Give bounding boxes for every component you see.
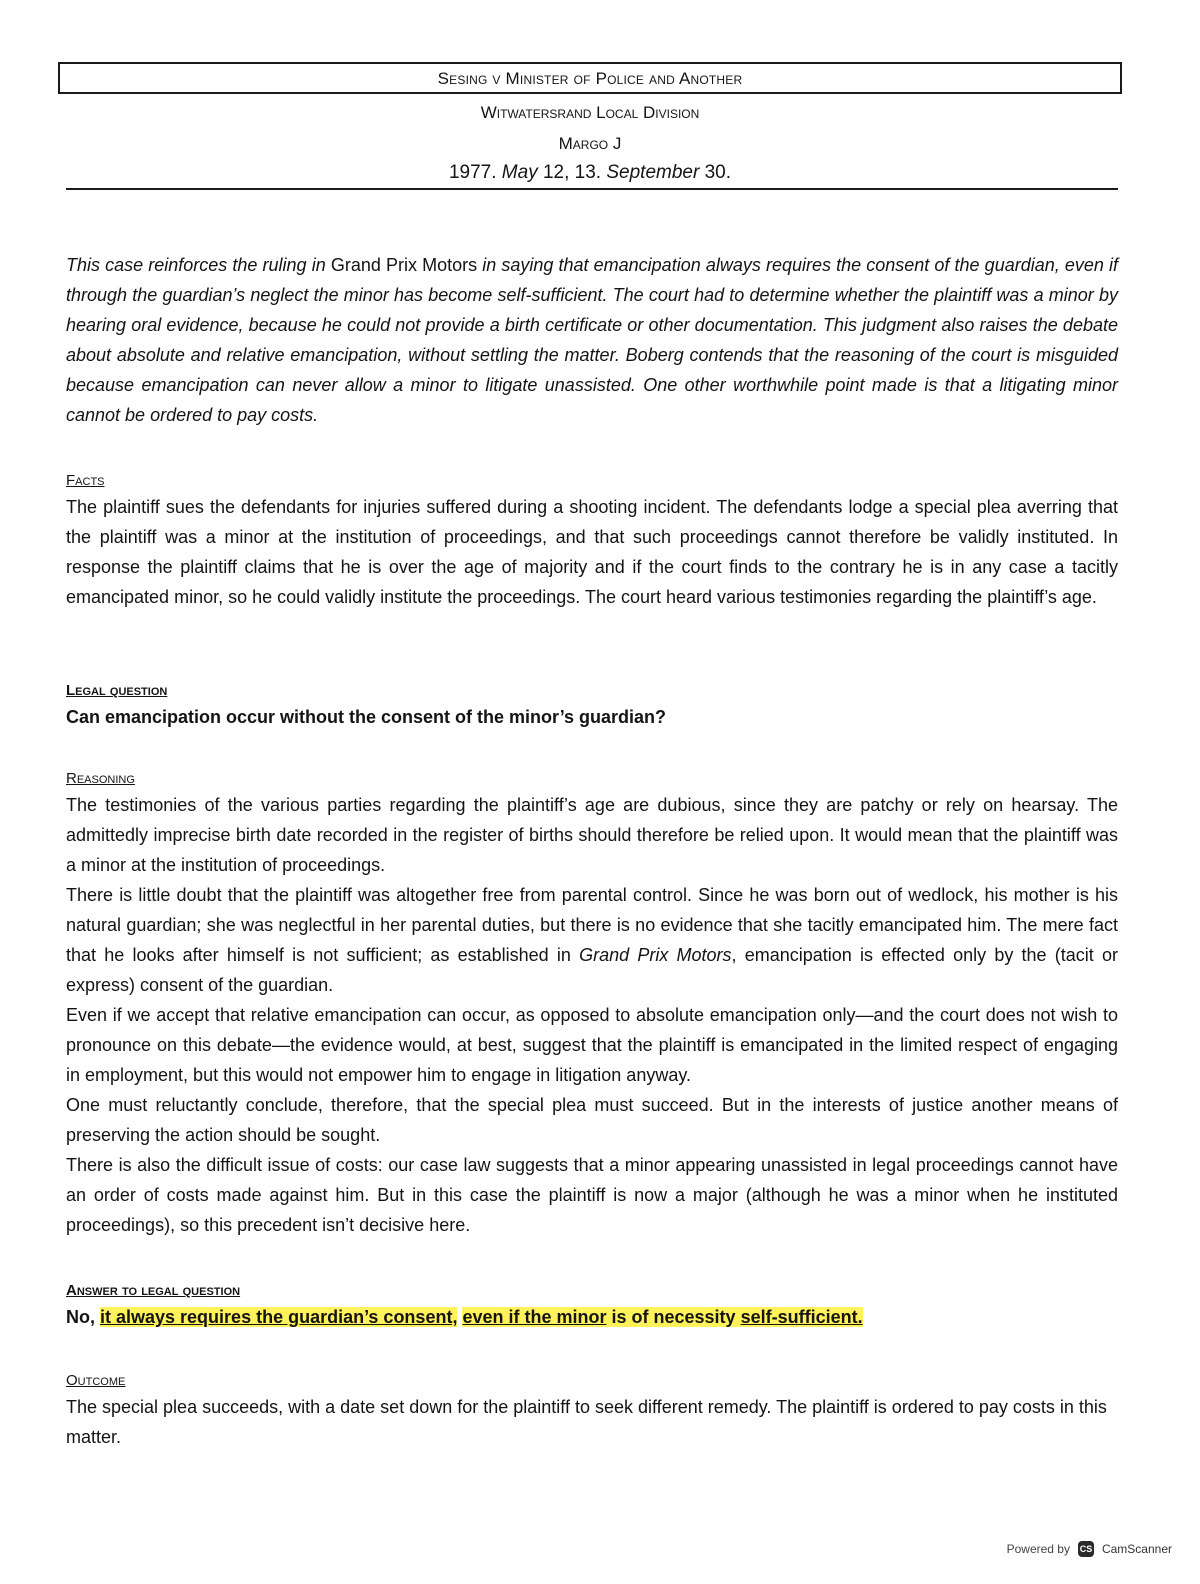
outcome-heading: Outcome [66,1372,126,1389]
highlighted-text: it always requires the guardian’s consent, [100,1307,458,1327]
highlighted-text: self-sufficient. [740,1307,863,1327]
judge-name: Margo J [558,134,622,153]
facts-heading: Facts [66,472,105,489]
powered-by-label: Powered by [1006,1542,1070,1556]
answer-section [66,1280,1118,1332]
header-divider [66,188,1118,190]
reasoning-paragraph-3: Even if we accept that relative emancipation can occur, as opposed to absolute emancipation only—and the court does not wish to pronounce on this debate—the evidence would, at best, suggest that the plaintiff is emancipated in the limited respect of engaging in employment, but this would not empower him to engage in litigation anyway. [66,1005,1118,1085]
reasoning-paragraph-2: There is little doubt that the plaintiff was altogether free from parental control. Since he was born out of wedlock, his mother is his natural guardian; she was neglectful in her parental duties, but there is no evidence that she tacitly emancipated him. The mere fact that he looks after himself is not sufficient; as established in Grand Prix Motors, emancipation is effected only by the (tacit or express) consent of the guardian. [66,885,1118,995]
case-reference: Grand Prix Motors [330,255,478,275]
facts-text: The plaintiff sues the defendants for injuries suffered during a shooting incident. The defendants lodge a special plea averring that the plaintiff was a minor at the institution of proceedings, and that such proceedings cannot therefore be validly instituted. In response the plaintiff claims that he is over the age of majority and if the court finds to the contrary he is in any case a tacitly emancipated minor, so he could validly institute the proceedings. The court heard various testimonies regarding the plaintiff’s age. [66,497,1118,607]
judgment-dates: 1977. May 12, 13. September 30. [448,162,732,183]
legal-question-section [66,680,1118,732]
answer-heading: Answer to legal question [66,1282,241,1299]
facts-section [66,470,1118,612]
highlighted-text: even if the minor [462,1307,607,1327]
camscanner-logo-icon: CS [1078,1541,1094,1557]
outcome-section [66,1370,1118,1452]
reasoning-section [66,768,1118,1240]
answer-text: No, it always requires the guardian’s consent, even if the minor is of necessity self-sufficient. [66,1307,863,1327]
legal-question-heading: Legal question [66,682,168,699]
outcome-text: The special plea succeeds, with a date set down for the plaintiff to seek different remedy. The plaintiff is ordered to pay costs in this matter. [66,1397,1107,1447]
reasoning-paragraph-1: The testimonies of the various parties regarding the plaintiff’s age are dubious, since they are patchy or rely on hearsay. The admittedly imprecise birth date recorded in the register of births should therefore be relied upon. It would mean that the plaintiff was a minor at the institution of proceedings. [66,795,1118,875]
case-summary: This case reinforces the ruling in Grand Prix Motors in saying that emancipation always requires the consent of the guardian, even if through the guardian’s neglect the minor has become self-sufficient. The court had to determine whether the plaintiff was a minor by hearing oral evidence, because he could not provide a birth certificate or other documentation. This judgment also raises the debate about absolute and relative emancipation, without settling the matter. Boberg contends that the reasoning of the court is misguided because emancipation can never allow a minor to litigate unassisted. One other worthwhile point made is that a litigating minor cannot be ordered to pay costs. [66,255,1119,425]
camscanner-brand: CamScanner [1101,1542,1172,1556]
court-name: Witwatersrand Local Division [480,103,700,122]
reasoning-paragraph-4: One must reluctantly conclude, therefore, that the special plea must succeed. But in the interests of justice another means of preserving the action should be sought. [66,1095,1118,1145]
legal-question-text: Can emancipation occur without the consent of the minor’s guardian? [66,707,667,727]
case-title: Sesing v Minister of Police and Another [58,62,1122,94]
case-reference: Grand Prix Motors [579,945,732,965]
reasoning-heading: Reasoning [66,770,135,787]
reasoning-paragraph-5: There is also the difficult issue of costs: our case law suggests that a minor appearing unassisted in legal proceedings cannot have an order of costs made against him. But in this case the plaintiff is now a major (although he was a minor when he instituted proceedings), so this precedent isn’t decisive here. [66,1155,1118,1235]
scanner-watermark [1007,1538,1172,1560]
